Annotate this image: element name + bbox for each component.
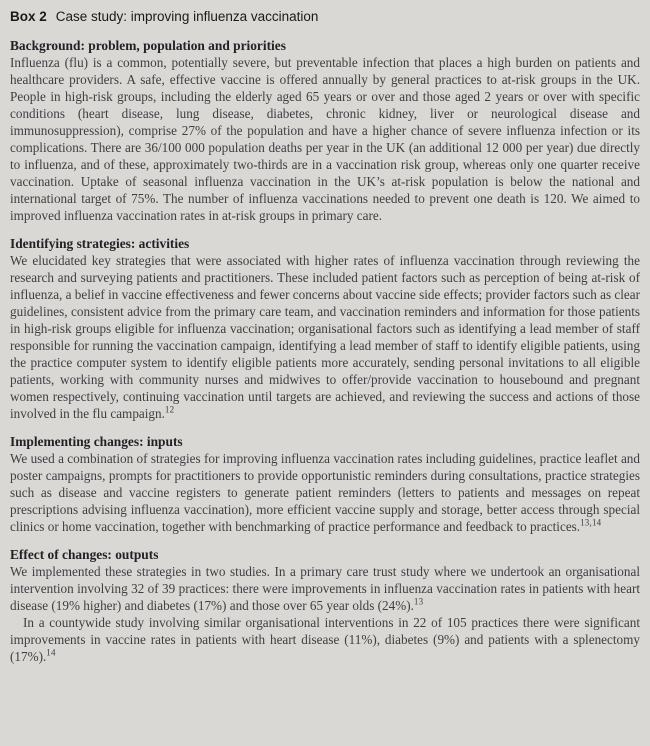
reference-marker: 13,14 bbox=[580, 517, 602, 528]
reference-marker: 13 bbox=[413, 596, 424, 607]
section-paragraph: In a countywide study involving similar organisational interventions in 22 of 105 practices there were significant improvements in vaccine rates in patients with heart disease (11%), diabetes (9%) and patients with a splenectomy (17%).$^{14}$ bbox=[10, 615, 640, 664]
box-section bbox=[10, 235, 640, 422]
box-title: Case study: improving influenza vaccination bbox=[55, 9, 319, 24]
reference-marker: 14 bbox=[46, 647, 56, 658]
section-heading: Identifying strategies: activities bbox=[10, 236, 190, 251]
section-paragraph: We implemented these strategies in two studies. In a primary care trust study where we undertook an organisational intervention involving 32 of 39 practices: there were improvements in influenza vaccination rates in patients with heart disease (19% higher) and diabetes (17%) and those over 65 year olds (24%).$^{13}$ bbox=[10, 564, 640, 613]
reference-marker: 12 bbox=[164, 404, 175, 415]
section-heading: Implementing changes: inputs bbox=[10, 434, 183, 449]
section-heading: Effect of changes: outputs bbox=[10, 547, 159, 562]
box-section bbox=[10, 433, 640, 535]
section-paragraph: We used a combination of strategies for improving influenza vaccination rates including guidelines, practice leaflet and poster campaigns, prompts for practitioners to provide opportunistic reminders during consultations, practice strategies such as disease and vaccine registers to generate patient reminders (letters to patients and messages on repeat prescriptions advising influenza vaccination), more efficient vaccine supply and storage, better access through special clinics or home vaccination, together with benchmarking of practice performance and feedback to practices.$^{13,14}$ bbox=[10, 451, 640, 534]
section-paragraph: We elucidated key strategies that were associated with higher rates of influenza vaccination through reviewing the research and surveying patients and practitioners. These included patient factors such as perception of being at-risk of influenza, a belief in vaccine effectiveness and fewer concerns about vaccine side effects; provider factors such as clear guidelines, consistent advice from the primary care team, and vaccination reminders and information for those patients in high-risk groups eligible for influenza vaccination; organisational factors such as identifying a lead member of staff responsible for running the vaccination campaign, identifying a lead member of staff to identify eligible patients, using the practice computer system to identify eligible patients more accurately, sending personal invitations to all eligible patients, working with community nurses and midwives to offer/provide vaccination to housebound and pregnant women respectively, continuing vaccination until targets are achieved, and reviewing the success and actions of those involved in the flu campaign.$^{12}$ bbox=[10, 253, 641, 421]
box-number-label: Box 2 bbox=[10, 9, 47, 24]
box-titlebar bbox=[10, 8, 640, 26]
section-heading: Background: problem, population and priorities bbox=[10, 38, 286, 53]
box-sections-container bbox=[10, 37, 640, 665]
box-section bbox=[10, 546, 640, 665]
section-paragraph: Influenza (flu) is a common, potentially severe, but preventable infection that places a high burden on patients and healthcare providers. A safe, effective vaccine is offered annually by general practices to at-risk groups in the UK. People in high-risk groups, including the elderly aged 65 years or over and those aged 2 years or over with specific conditions (heart disease, lung disease, diabetes, chronic kidney, liver or neurological disease and immunosuppression), comprise 27% of the population and have a higher chance of severe influenza infection or its complications. There are 36/100 000 population deaths per year in the UK (an additional 12 000 per year) due directly to influenza, and of these, approximately two-thirds are in a vaccination risk group, whereas only one quarter receive vaccination. Uptake of seasonal influenza vaccination in the UK’s at-risk population is below the national and international target of 75%. The number of influenza vaccinations needed to prevent one death is 120. We aimed to improved influenza vaccination rates in at-risk groups in primary care. bbox=[10, 55, 640, 223]
box-section bbox=[10, 37, 640, 224]
